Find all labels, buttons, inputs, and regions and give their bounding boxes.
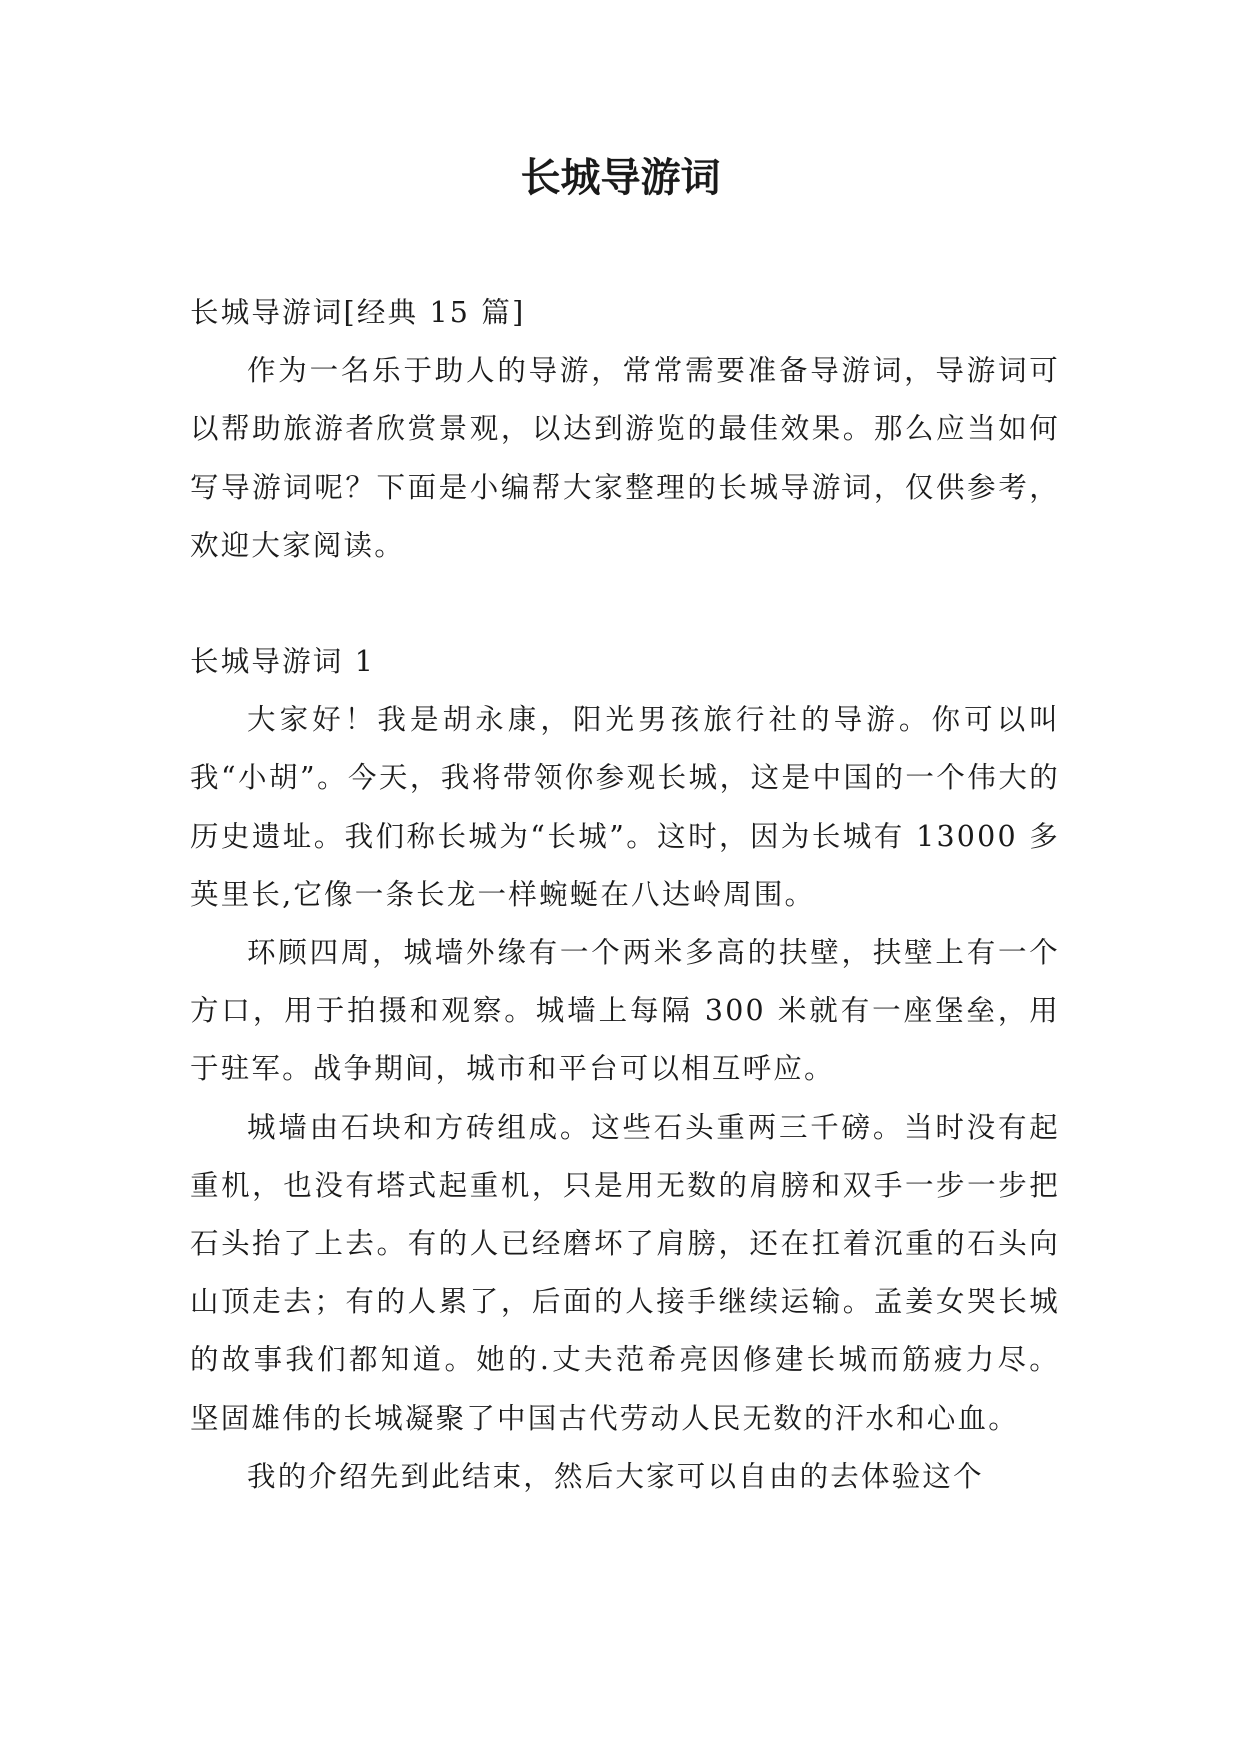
body-paragraph: 大家好！我是胡永康，阳光男孩旅行社的导游。你可以叫我“小胡”。今天，我将带领你参观长城，这是中国的一个伟大的历史遗址。我们称长城为“长城”。这时，因为长城有 13000 多英里长,它像一条长龙一样蜿蜒在八达岭周围。 (190, 703, 1060, 911)
intro-paragraph: 作为一名乐于助人的导游，常常需要准备导游词，导游词可以帮助旅游者欣赏景观，以达到游览的最佳效果。那么应当如何写导游词呢？下面是小编帮大家整理的长城导游词，仅供参考，欢迎大家阅读。 (190, 354, 1060, 562)
document-body (190, 284, 1060, 1506)
body-paragraph: 我的介绍先到此结束，然后大家可以自由的去体验这个 (247, 1459, 984, 1493)
body-paragraph: 城墙由石块和方砖组成。这些石头重两三千磅。当时没有起重机，也没有塔式起重机，只是用无数的肩膀和双手一步一步把石头抬了上去。有的人已经磨坏了肩膀，还在扛着沉重的石头向山顶走去；有的人累了，后面的人接手继续运输。孟姜女哭长城的故事我们都知道。她的.丈夫范希亮因修建长城而筋疲力尽。坚固雄伟的长城凝聚了中国古代劳动人民无数的汗水和心血。 (190, 1110, 1060, 1435)
document-subtitle: 长城导游词[经典 15 篇] (190, 296, 526, 329)
section-heading: 长城导游词 1 (190, 645, 376, 679)
body-paragraph: 环顾四周，城墙外缘有一个两米多高的扶壁，扶壁上有一个方口，用于拍摄和观察。城墙上每隔 300 米就有一座堡垒，用于驻军。战争期间，城市和平台可以相互呼应。 (190, 936, 1060, 1086)
section-spacer (190, 575, 1060, 633)
document-title: 长城导游词 (520, 155, 721, 201)
